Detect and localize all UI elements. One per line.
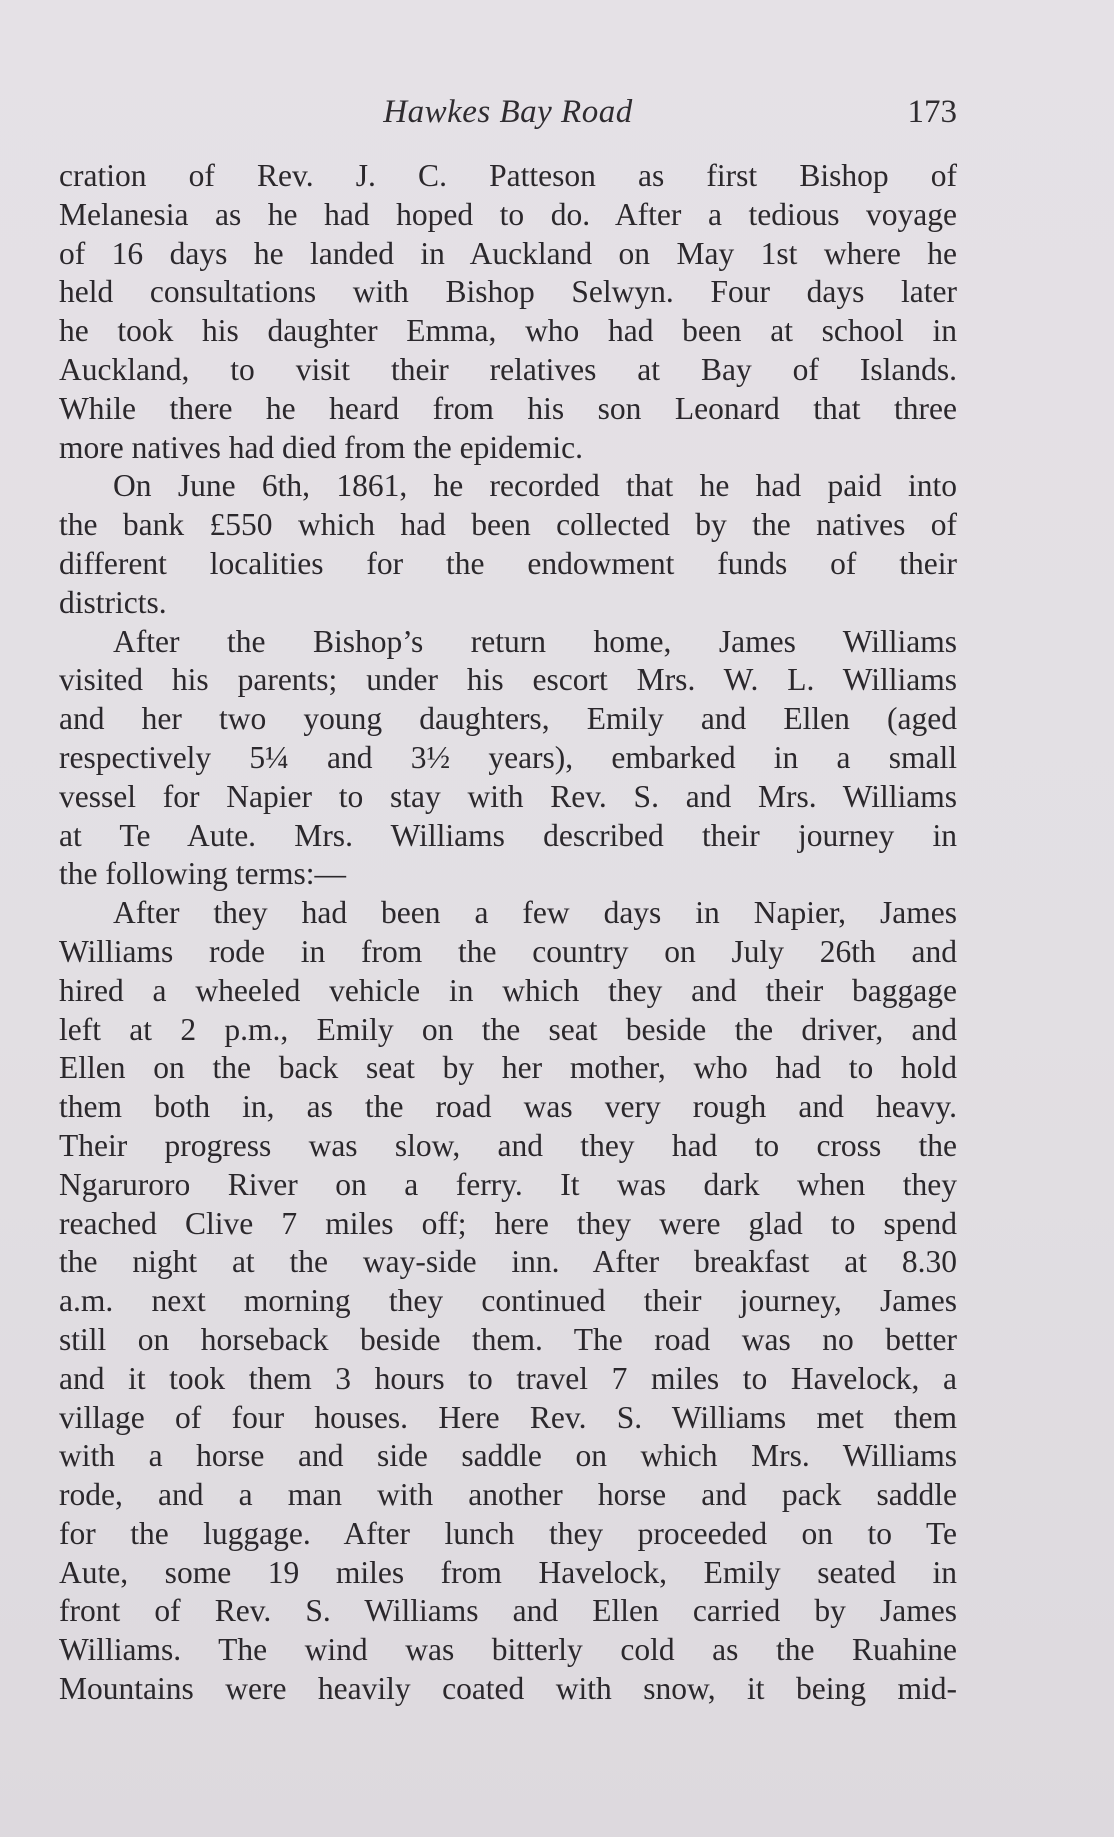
- text-line: Auckland, to visit their relatives at Bay of Islands.: [59, 351, 957, 387]
- page-number: 173: [907, 94, 957, 130]
- paragraph: [59, 894, 957, 1709]
- text-line: cration of Rev. J. C. Patteson as first Bishop of: [59, 158, 957, 193]
- running-title: Hawkes Bay Road: [383, 94, 633, 130]
- text-line: Ngaruroro River on a ferry. It was dark when they: [59, 1166, 957, 1202]
- text-line: and it took them 3 hours to travel 7 miles to Havelock, a: [59, 1360, 957, 1396]
- paragraph: [59, 467, 957, 622]
- paragraph: [59, 157, 957, 467]
- text-line: Aute, some 19 miles from Havelock, Emily seated in: [59, 1554, 957, 1590]
- text-line: reached Clive 7 miles off; here they were glad to spend: [59, 1205, 957, 1241]
- text-line: vessel for Napier to stay with Rev. S. and Mrs. Williams: [59, 778, 957, 814]
- text-line: different localities for the endowment funds of their: [59, 545, 957, 581]
- text-line: Ellen on the back seat by her mother, who had to hold: [59, 1050, 957, 1086]
- text-line: Melanesia as he had hoped to do. After a tedious voyage: [59, 196, 957, 232]
- text-line: for the luggage. After lunch they proceeded on to Te: [59, 1515, 957, 1551]
- text-line: them both in, as the road was very rough and heavy.: [59, 1089, 957, 1125]
- paragraph: [59, 623, 957, 895]
- text-line: left at 2 p.m., Emily on the seat beside the driver, and: [59, 1011, 957, 1047]
- text-line: districts.: [59, 584, 167, 620]
- text-line: After they had been a few days in Napier, James: [113, 895, 957, 931]
- text-line: Their progress was slow, and they had to cross the: [59, 1127, 957, 1163]
- text-line: On June 6th, 1861, he recorded that he had paid into: [113, 468, 957, 504]
- text-line: and her two young daughters, Emily and Ellen (aged: [59, 701, 957, 737]
- text-line: a.m. next morning they continued their journey, James: [59, 1283, 957, 1319]
- text-line: hired a wheeled vehicle in which they and their baggage: [59, 972, 957, 1008]
- text-line: the bank £550 which had been collected by the natives of: [59, 507, 957, 543]
- text-line: Williams rode in from the country on July 26th and: [59, 933, 957, 969]
- text-line: After the Bishop’s return home, James Williams: [113, 623, 957, 659]
- text-line: Williams. The wind was bitterly cold as the Ruahine: [59, 1632, 957, 1668]
- body-text: [59, 157, 957, 1709]
- text-line: Mountains were heavily coated with snow, it being mid-: [59, 1671, 957, 1707]
- text-line: village of four houses. Here Rev. S. Williams met them: [59, 1399, 957, 1435]
- text-line: While there he heard from his son Leonard that three: [59, 390, 957, 426]
- text-line: with a horse and side saddle on which Mrs. Williams: [59, 1438, 957, 1474]
- text-line: front of Rev. S. Williams and Ellen carried by James: [59, 1593, 957, 1629]
- text-line: rode, and a man with another horse and pack saddle: [59, 1477, 957, 1513]
- text-line: the night at the way-side inn. After breakfast at 8.30: [59, 1244, 957, 1280]
- text-line: at Te Aute. Mrs. Williams described their journey in: [59, 817, 957, 853]
- text-line: visited his parents; under his escort Mrs. W. L. Williams: [59, 662, 957, 698]
- text-line: the following terms:—: [59, 856, 346, 892]
- text-line: of 16 days he landed in Auckland on May 1st where he: [59, 235, 957, 271]
- text-line: he took his daughter Emma, who had been at school in: [59, 313, 957, 349]
- page-header: [59, 90, 957, 134]
- text-line: still on horseback beside them. The road was no better: [59, 1321, 957, 1357]
- text-line: held consultations with Bishop Selwyn. Four days later: [59, 274, 957, 310]
- text-line: more natives had died from the epidemic.: [59, 429, 583, 465]
- text-line: respectively 5¼ and 3½ years), embarked in a small: [59, 739, 957, 775]
